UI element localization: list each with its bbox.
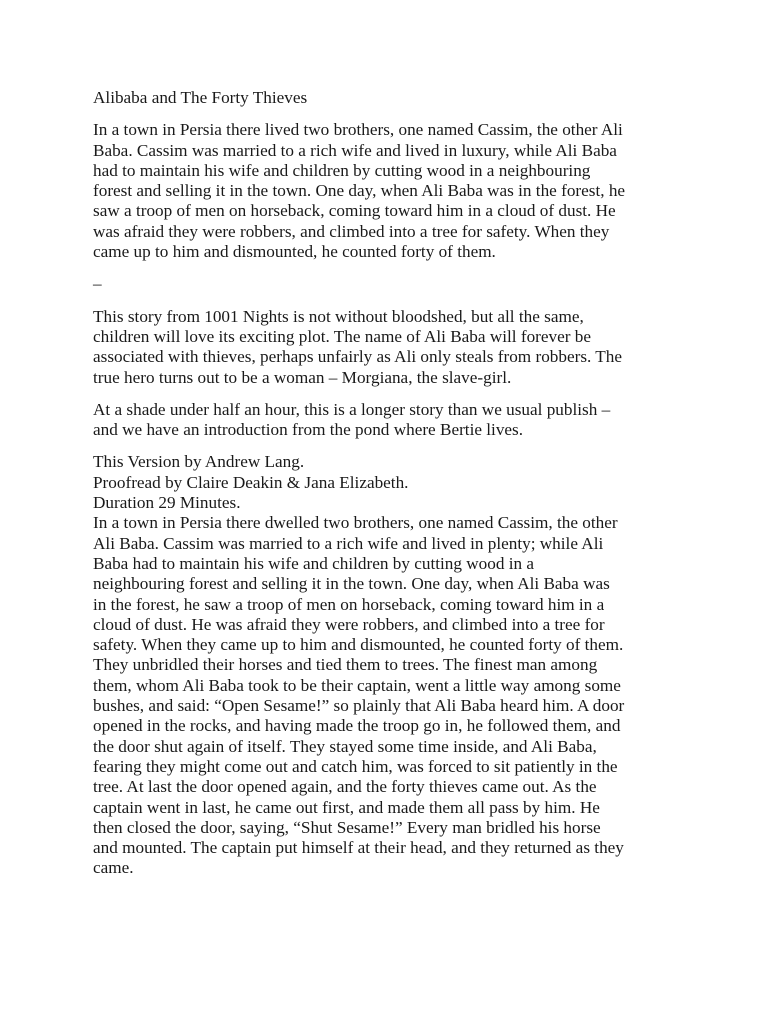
text-line: and mounted. The captain put himself at their head, and they returned as they: [93, 838, 624, 858]
credits-block: [93, 452, 683, 513]
text-line: In a town in Persia there dwelled two brothers, one named Cassim, the other: [93, 513, 618, 533]
text-line: Baba. Cassim was married to a rich wife and lived in luxury, while Ali Baba: [93, 140, 617, 160]
text-line: and we have an introduction from the pond where Bertie lives.: [93, 420, 524, 440]
text-line: At a shade under half an hour, this is a longer story than we usual publish –: [93, 399, 611, 419]
text-line: true hero turns out to be a woman – Morgiana, the slave-girl.: [93, 367, 512, 387]
credit-version: This Version by Andrew Lang.: [93, 452, 305, 472]
text-line: fearing they might come out and catch him, was forced to sit patiently in the: [93, 756, 618, 776]
paragraph-story-body: [93, 513, 683, 878]
text-line: associated with thieves, perhaps unfairly as Ali only steals from robbers. The: [93, 347, 623, 367]
text-line: Ali Baba. Cassim was married to a rich wife and lived in plenty; while Ali: [93, 533, 604, 553]
text-line: had to maintain his wife and children by cutting wood in a neighbouring: [93, 160, 591, 180]
text-line: cloud of dust. He was afraid they were robbers, and climbed into a tree for: [93, 614, 605, 634]
text-line: was afraid they were robbers, and climbed into a tree for safety. When they: [93, 221, 610, 241]
text-line: captain went in last, he came out first, and made them all pass by him. He: [93, 797, 600, 817]
text-line: came.: [93, 858, 134, 878]
text-line: came up to him and dismounted, he counted forty of them.: [93, 242, 496, 262]
separator-dash: –: [93, 274, 102, 294]
text-line: In a town in Persia there lived two brothers, one named Cassim, the other Ali: [93, 120, 623, 140]
paragraph-gap: [93, 440, 683, 452]
credit-proofread: Proofread by Claire Deakin & Jana Elizabeth.: [93, 472, 409, 492]
text-line: opened in the rocks, and having made the troop go in, he followed them, and: [93, 716, 621, 736]
text-line: They unbridled their horses and tied them to trees. The finest man among: [93, 655, 598, 675]
text-line: neighbouring forest and selling it in the town. One day, when Ali Baba was: [93, 574, 610, 594]
paragraph-intro-story: [93, 120, 683, 262]
paragraph-gap: [93, 108, 683, 120]
text-line: children will love its exciting plot. The name of Ali Baba will forever be: [93, 326, 591, 346]
text-line: tree. At last the door opened again, and the forty thieves came out. As the: [93, 777, 597, 797]
document-title: Alibaba and The Forty Thieves: [93, 88, 308, 107]
text-line: then closed the door, saying, “Shut Sesame!” Every man bridled his horse: [93, 817, 601, 837]
text-line: This story from 1001 Nights is not without bloodshed, but all the same,: [93, 306, 584, 326]
paragraph-gap: [93, 388, 683, 400]
text-line: saw a troop of men on horseback, coming toward him in a cloud of dust. He: [93, 201, 616, 221]
text-line: bushes, and said: “Open Sesame!” so plainly that Ali Baba heard him. A door: [93, 696, 625, 716]
paragraph-description: [93, 307, 683, 388]
text-line: them, whom Ali Baba took to be their captain, went a little way among some: [93, 675, 621, 695]
credit-duration: Duration 29 Minutes.: [93, 493, 241, 513]
paragraph-duration-note: [93, 400, 683, 441]
text-line: the door shut again of itself. They stayed some time inside, and Ali Baba,: [93, 736, 597, 756]
document-body: [93, 88, 683, 879]
paragraph-gap: [93, 262, 683, 274]
text-line: in the forest, he saw a troop of men on horseback, coming toward him in a: [93, 594, 605, 614]
text-line: safety. When they came up to him and dismounted, he counted forty of them.: [93, 635, 624, 655]
text-line: forest and selling it in the town. One day, when Ali Baba was in the forest, he: [93, 181, 626, 201]
text-line: Baba had to maintain his wife and children by cutting wood in a: [93, 553, 535, 573]
paragraph-gap: [93, 295, 683, 307]
